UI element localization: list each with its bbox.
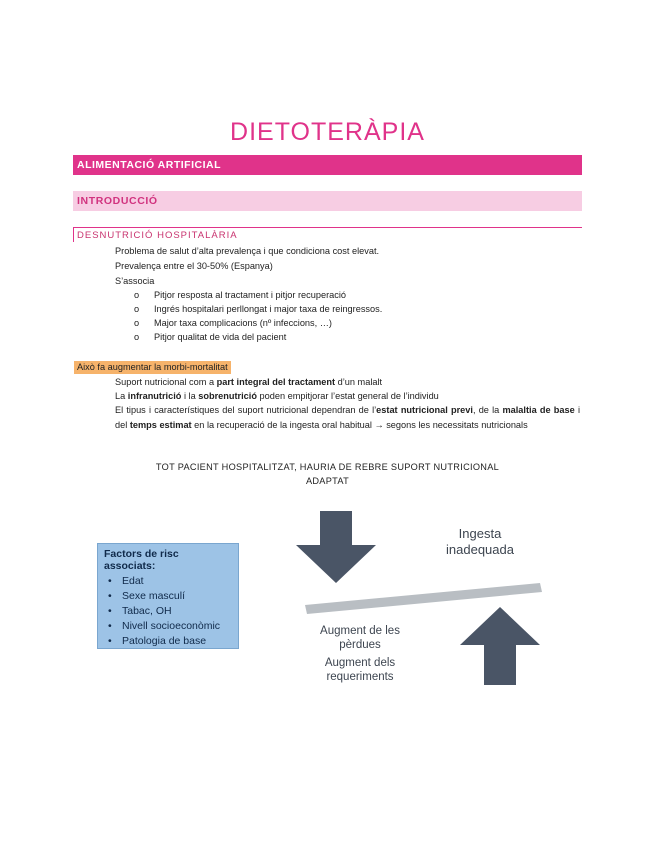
bullet-dot-icon: • — [108, 620, 112, 632]
balance-beam — [305, 583, 542, 614]
perdues-label — [300, 624, 420, 652]
arrow-up-icon — [460, 607, 540, 685]
bullet-marker: o — [134, 332, 140, 342]
risk-factors-box — [97, 543, 239, 649]
bold-run: malaltia de base — [502, 405, 575, 415]
support-line-1 — [115, 377, 382, 387]
support-line-2 — [115, 391, 439, 401]
intro-line: Prevalença entre el 30-50% (Espanya) — [115, 261, 273, 271]
text-run: i del — [115, 405, 580, 430]
bold-run: estat nutricional previ — [376, 405, 473, 415]
list-item-text: Pitjor qualitat de vida del pacient — [154, 332, 287, 342]
ingesta-label-line: Ingesta — [458, 526, 502, 541]
requeriments-label — [300, 656, 420, 684]
topic-header: DESNUTRICIÓ HOSPITALÀRIA — [73, 227, 582, 242]
bold-run: temps estimat — [129, 420, 192, 430]
list-item — [134, 290, 346, 300]
bold-run: infranutrició — [127, 391, 182, 401]
text-run: La — [115, 391, 128, 401]
bullet-dot-icon: • — [108, 605, 112, 617]
requeriments-label-line: Augment dels — [324, 657, 396, 669]
bullet-dot-icon: • — [108, 635, 112, 647]
list-item — [104, 619, 232, 634]
perdues-label-line: Augment de les — [320, 625, 400, 637]
list-item-text: Patologia de base — [122, 635, 207, 647]
list-item-text: Edat — [122, 575, 144, 587]
statement-line-1: TOT PACIENT HOSPITALITZAT, HAURIA DE REBRE SUPORT NUTRICIONAL — [155, 462, 500, 472]
text-run: Suport nutricional com a — [115, 377, 217, 387]
requeriments-label-line: requeriments — [326, 671, 394, 683]
text-run: El tipus i característiques del suport nutricional dependran de l’ — [115, 405, 377, 415]
bullet-marker: o — [134, 318, 140, 328]
highlighted-note: Això fa augmentar la morbi-mortalitat — [74, 361, 231, 374]
list-item — [104, 589, 232, 604]
section-header: ALIMENTACIÓ ARTIFICIAL — [73, 155, 582, 175]
list-item — [104, 574, 232, 589]
text-run: i la — [181, 391, 199, 401]
list-item-text: Pitjor resposta al tractament i pitjor recuperació — [154, 290, 346, 300]
bullet-marker: o — [134, 304, 140, 314]
subsection-header: INTRODUCCIÓ — [73, 191, 582, 211]
list-item — [104, 634, 232, 649]
support-paragraph — [115, 403, 580, 433]
list-item — [134, 304, 382, 314]
bold-run: sobrenutrició — [198, 391, 257, 401]
text-run: , de la — [472, 405, 503, 415]
text-run: en la recuperació de la ingesta oral habitual → segons les necessitats nutricionals — [191, 420, 528, 430]
list-item-text: Nivell socioeconòmic — [122, 620, 221, 632]
arrow-down-icon — [296, 511, 376, 583]
bullet-dot-icon: • — [108, 590, 112, 602]
list-item-text: Sexe masculí — [122, 590, 186, 602]
bold-run: part integral del tractament — [216, 377, 336, 387]
bullet-marker: o — [134, 290, 140, 300]
page-title: DIETOTERÀPIA — [230, 118, 425, 146]
text-run: poden empitjorar l’estat general de l’individu — [256, 391, 439, 401]
ingesta-label-line: inadequada — [446, 542, 514, 557]
list-item — [134, 318, 332, 328]
perdues-label-line: pèrdues — [339, 639, 381, 651]
text-run: d’un malalt — [335, 377, 383, 387]
risk-factors-title: Factors de risc associats: — [104, 548, 179, 572]
list-item-text: Ingrés hospitalari perllongat i major taxa de reingressos. — [154, 304, 383, 314]
statement-line-2: ADAPTAT — [305, 476, 350, 486]
intro-line: S’associa — [115, 276, 155, 286]
intro-line: Problema de salut d’alta prevalença i que condiciona cost elevat. — [115, 246, 380, 256]
list-item — [134, 332, 286, 342]
ingesta-label — [420, 526, 540, 558]
list-item-text: Major taxa complicacions (nº infeccions, …) — [154, 318, 332, 328]
list-item-text: Tabac, OH — [122, 605, 172, 617]
list-item — [104, 604, 232, 619]
bullet-dot-icon: • — [108, 575, 112, 587]
